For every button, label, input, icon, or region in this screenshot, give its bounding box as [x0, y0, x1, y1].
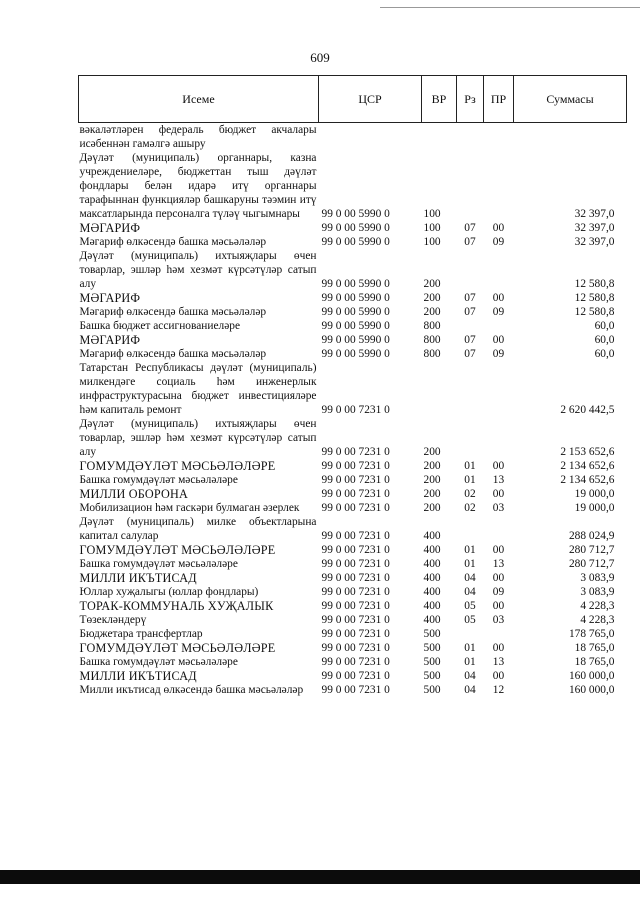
- cell-vr: 400: [423, 600, 441, 612]
- cell-csr: 99 0 00 5990 0: [321, 208, 390, 220]
- table-row: [79, 151, 627, 221]
- cell-pr: 13: [492, 558, 505, 570]
- cell-csr: 99 0 00 5990 0: [321, 348, 390, 360]
- cell-vr: [422, 123, 457, 152]
- table-header-row: [79, 76, 627, 123]
- cell-sum: 19 000,0: [574, 502, 615, 514]
- cell-vr: 200: [423, 488, 441, 500]
- cell-csr: 99 0 00 5990 0: [321, 236, 390, 248]
- cell-name: Дәүләт (муниципаль) ихтыяҗлары өчен товарлар, эшләр һәм хезмәт күрсәтүләр сатып алу: [79, 418, 317, 458]
- cell-csr: 99 0 00 7231 0: [321, 670, 390, 682]
- cell-pr: 00: [492, 544, 505, 556]
- cell-rz: 07: [464, 306, 476, 318]
- cell-vr: 500: [423, 642, 441, 654]
- cell-sum: 32 397,0: [574, 208, 615, 220]
- cell-vr: 200: [423, 446, 441, 458]
- cell-pr: 09: [492, 586, 505, 598]
- cell-vr: 400: [423, 572, 441, 584]
- cell-name: Татарстан Республикасы дәүләт (муниципаль) милкендәге социаль һәм инженерлык инфраструктурасына бюджет инвестицияләре һәм капиталь ремонт: [79, 362, 317, 416]
- cell-rz: 05: [464, 614, 476, 626]
- cell-rz: 07: [464, 348, 476, 360]
- cell-name: МӘГАРИФ: [79, 333, 141, 347]
- cell-rz: 01: [464, 544, 476, 556]
- cell-vr: 100: [423, 236, 441, 248]
- cell-name: ГОМУМДӘҮЛӘТ МӘСЬӘЛӘЛӘРЕ: [79, 641, 276, 655]
- cell-csr: 99 0 00 7231 0: [321, 530, 390, 542]
- cell-name: Дәүләт (муниципаль) милке объектларына капитал салулар: [79, 516, 317, 542]
- cell-name: Мәгариф өлкәсендә башка мәсьәләләр: [79, 348, 267, 360]
- cell-vr: 400: [423, 530, 441, 542]
- table-row: [79, 585, 627, 599]
- cell-name: МӘГАРИФ: [79, 291, 141, 305]
- table-row: [79, 123, 627, 152]
- cell-sum: 280 712,7: [568, 544, 615, 556]
- cell-csr: 99 0 00 7231 0: [321, 600, 390, 612]
- cell-vr: 100: [423, 208, 441, 220]
- header-rz: Рз: [457, 76, 484, 123]
- cell-sum: 2 620 442,5: [560, 404, 615, 416]
- cell-vr: 800: [423, 334, 441, 346]
- cell-vr: 800: [423, 348, 441, 360]
- cell-rz: [457, 249, 484, 291]
- cell-rz: 02: [464, 502, 476, 514]
- cell-rz: [457, 417, 484, 459]
- cell-rz: 04: [464, 586, 476, 598]
- table-row: [79, 235, 627, 249]
- cell-sum: 60,0: [594, 348, 615, 360]
- top-rule: [380, 7, 640, 8]
- cell-name: Бюджетара трансфертлар: [79, 628, 203, 640]
- cell-vr: 100: [423, 222, 441, 234]
- cell-vr: 200: [423, 474, 441, 486]
- cell-vr: 400: [423, 586, 441, 598]
- cell-vr: 500: [423, 684, 441, 696]
- table-row: [79, 515, 627, 543]
- cell-sum: 32 397,0: [574, 236, 615, 248]
- cell-csr: 99 0 00 7231 0: [321, 404, 390, 416]
- cell-rz: 04: [464, 670, 476, 682]
- cell-rz: 07: [464, 222, 476, 234]
- cell-name: Төзекләндерү: [79, 614, 147, 626]
- cell-name: ТОРАК-КОММУНАЛЬ ХУҖАЛЫК: [79, 599, 274, 613]
- cell-vr: [422, 361, 457, 417]
- cell-csr: 99 0 00 5990 0: [321, 334, 390, 346]
- cell-rz: [457, 627, 484, 641]
- cell-csr: 99 0 00 5990 0: [321, 320, 390, 332]
- cell-pr: [484, 515, 514, 543]
- cell-csr: 99 0 00 5990 0: [321, 222, 390, 234]
- cell-sum: 19 000,0: [574, 488, 615, 500]
- cell-pr: [484, 123, 514, 152]
- cell-csr: 99 0 00 7231 0: [321, 460, 390, 472]
- cell-csr: 99 0 00 7231 0: [321, 474, 390, 486]
- budget-table: [78, 75, 627, 697]
- cell-name: Дәүләт (муниципаль) органнары, казна учреждениеләре, бюджеттан тыш дәүләт фондлары белән идарә итү органнары тарафыннан функцияләр башкаруны тәэмин итү максатларында персоналга түләү чыгымнары: [79, 152, 317, 220]
- cell-vr: 800: [423, 320, 441, 332]
- cell-sum: 4 228,3: [580, 614, 615, 626]
- table-row: [79, 291, 627, 305]
- table-row: [79, 543, 627, 557]
- cell-vr: 500: [423, 670, 441, 682]
- cell-rz: [457, 515, 484, 543]
- cell-name: Мобилизацион һәм гаскәри булмаган әзерлек: [79, 502, 300, 514]
- cell-vr: 500: [423, 628, 441, 640]
- cell-rz: 01: [464, 642, 476, 654]
- table-row: [79, 599, 627, 613]
- cell-sum: [514, 123, 627, 152]
- cell-vr: 200: [423, 306, 441, 318]
- cell-rz: 01: [464, 460, 476, 472]
- cell-sum: 280 712,7: [568, 558, 615, 570]
- cell-sum: 18 765,0: [574, 642, 615, 654]
- cell-name: Юллар хуҗалыгы (юллар фондлары): [79, 586, 259, 598]
- table-row: [79, 333, 627, 347]
- cell-pr: [484, 361, 514, 417]
- header-pr: ПР: [484, 76, 514, 123]
- cell-pr: 00: [492, 460, 505, 472]
- cell-sum: 18 765,0: [574, 656, 615, 668]
- table-row: [79, 361, 627, 417]
- cell-rz: [457, 319, 484, 333]
- cell-pr: [484, 627, 514, 641]
- header-csr: ЦСР: [319, 76, 422, 123]
- cell-pr: 03: [492, 502, 505, 514]
- cell-sum: 2 153 652,6: [560, 446, 615, 458]
- cell-name: ГОМУМДӘҮЛӘТ МӘСЬӘЛӘЛӘРЕ: [79, 543, 276, 557]
- cell-sum: 32 397,0: [574, 222, 615, 234]
- cell-csr: 99 0 00 7231 0: [321, 544, 390, 556]
- cell-vr: 200: [423, 292, 441, 304]
- cell-pr: [484, 417, 514, 459]
- cell-rz: 02: [464, 488, 476, 500]
- bottom-scan-bar: [0, 870, 640, 884]
- cell-rz: 01: [464, 656, 476, 668]
- cell-pr: 09: [492, 236, 505, 248]
- cell-rz: 01: [464, 474, 476, 486]
- cell-csr: 99 0 00 7231 0: [321, 572, 390, 584]
- table-row: [79, 669, 627, 683]
- cell-sum: 12 580,8: [574, 278, 615, 290]
- cell-csr: 99 0 00 7231 0: [321, 446, 390, 458]
- table-row: [79, 459, 627, 473]
- cell-pr: 00: [492, 334, 505, 346]
- cell-vr: 500: [423, 656, 441, 668]
- table-row: [79, 249, 627, 291]
- cell-sum: 2 134 652,6: [560, 474, 615, 486]
- cell-rz: 07: [464, 236, 476, 248]
- cell-name: Милли икътисад өлкәсендә башка мәсьәләләр: [79, 684, 304, 696]
- cell-sum: 178 765,0: [568, 628, 615, 640]
- cell-csr: 99 0 00 7231 0: [321, 614, 390, 626]
- cell-rz: [457, 123, 484, 152]
- cell-csr: 99 0 00 5990 0: [321, 292, 390, 304]
- cell-pr: 00: [492, 488, 505, 500]
- cell-vr: 200: [423, 278, 441, 290]
- cell-rz: 07: [464, 292, 476, 304]
- cell-pr: [484, 151, 514, 221]
- cell-csr: 99 0 00 7231 0: [321, 642, 390, 654]
- cell-csr: 99 0 00 5990 0: [321, 306, 390, 318]
- cell-pr: [484, 249, 514, 291]
- cell-vr: 200: [423, 460, 441, 472]
- table-row: [79, 501, 627, 515]
- cell-csr: 99 0 00 7231 0: [321, 558, 390, 570]
- cell-vr: 200: [423, 502, 441, 514]
- table-row: [79, 473, 627, 487]
- cell-name: Дәүләт (муниципаль) ихтыяҗлары өчен товарлар, эшләр һәм хезмәт күрсәтүләр сатып алу: [79, 250, 317, 290]
- cell-name: ГОМУМДӘҮЛӘТ МӘСЬӘЛӘЛӘРЕ: [79, 459, 276, 473]
- cell-csr: 99 0 00 7231 0: [321, 628, 390, 640]
- cell-sum: 12 580,8: [574, 306, 615, 318]
- cell-pr: 00: [492, 572, 505, 584]
- page-number: 609: [310, 50, 330, 65]
- cell-pr: 13: [492, 656, 505, 668]
- cell-name: Мәгариф өлкәсендә башка мәсьәләләр: [79, 236, 267, 248]
- cell-csr: 99 0 00 5990 0: [321, 278, 390, 290]
- cell-rz: 05: [464, 600, 476, 612]
- cell-sum: 2 134 652,6: [560, 460, 615, 472]
- cell-name: МИЛЛИ ИКЪТИСАД: [79, 571, 197, 585]
- cell-name: Мәгариф өлкәсендә башка мәсьәләләр: [79, 306, 267, 318]
- cell-sum: 160 000,0: [568, 670, 615, 682]
- cell-pr: 03: [492, 614, 505, 626]
- cell-rz: [457, 151, 484, 221]
- cell-sum: 60,0: [594, 334, 615, 346]
- cell-vr: 400: [423, 614, 441, 626]
- cell-pr: 13: [492, 474, 505, 486]
- table-row: [79, 305, 627, 319]
- cell-csr: 99 0 00 7231 0: [321, 488, 390, 500]
- cell-name: МИЛЛИ ОБОРОНА: [79, 487, 188, 501]
- table-row: [79, 417, 627, 459]
- cell-pr: 00: [492, 222, 505, 234]
- cell-sum: 3 083,9: [580, 572, 615, 584]
- cell-sum: 4 228,3: [580, 600, 615, 612]
- cell-sum: 12 580,8: [574, 292, 615, 304]
- table-row: [79, 613, 627, 627]
- cell-pr: 00: [492, 642, 505, 654]
- cell-pr: 00: [492, 670, 505, 682]
- cell-rz: 04: [464, 684, 476, 696]
- cell-csr: 99 0 00 7231 0: [321, 502, 390, 514]
- cell-sum: 3 083,9: [580, 586, 615, 598]
- cell-csr: 99 0 00 7231 0: [321, 656, 390, 668]
- header-name: Исеме: [79, 76, 319, 123]
- cell-vr: 400: [423, 558, 441, 570]
- cell-rz: 07: [464, 334, 476, 346]
- cell-csr: 99 0 00 7231 0: [321, 586, 390, 598]
- cell-rz: 01: [464, 558, 476, 570]
- cell-name: Башка гомумдәүләт мәсьәләләре: [79, 558, 238, 570]
- cell-name: Башка гомумдәүләт мәсьәләләре: [79, 656, 238, 668]
- cell-rz: 04: [464, 572, 476, 584]
- cell-name: вәкаләтләрен федераль бюджет акчалары исәбеннән гамәлгә ашыру: [79, 124, 317, 150]
- table-row: [79, 319, 627, 333]
- table-row: [79, 655, 627, 669]
- cell-pr: 00: [492, 600, 505, 612]
- cell-name: МИЛЛИ ИКЪТИСАД: [79, 669, 197, 683]
- cell-sum: 160 000,0: [568, 684, 615, 696]
- table-row: [79, 627, 627, 641]
- cell-name: МӘГАРИФ: [79, 221, 141, 235]
- table-row: [79, 347, 627, 361]
- header-vr: ВР: [422, 76, 457, 123]
- table-row: [79, 221, 627, 235]
- table-row: [79, 683, 627, 697]
- cell-vr: 400: [423, 544, 441, 556]
- table-row: [79, 571, 627, 585]
- cell-pr: [484, 319, 514, 333]
- cell-pr: 09: [492, 306, 505, 318]
- table-row: [79, 641, 627, 655]
- cell-pr: 00: [492, 292, 505, 304]
- cell-name: Башка гомумдәүләт мәсьәләләре: [79, 474, 238, 486]
- table-row: [79, 557, 627, 571]
- header-sum: Суммасы: [514, 76, 627, 123]
- table-row: [79, 487, 627, 501]
- cell-sum: 288 024,9: [568, 530, 615, 542]
- cell-pr: 12: [492, 684, 505, 696]
- cell-sum: 60,0: [594, 320, 615, 332]
- cell-name: Башка бюджет ассигнованиеләре: [79, 320, 241, 332]
- cell-pr: 09: [492, 348, 505, 360]
- cell-rz: [457, 361, 484, 417]
- cell-csr: [319, 123, 422, 152]
- cell-csr: 99 0 00 7231 0: [321, 684, 390, 696]
